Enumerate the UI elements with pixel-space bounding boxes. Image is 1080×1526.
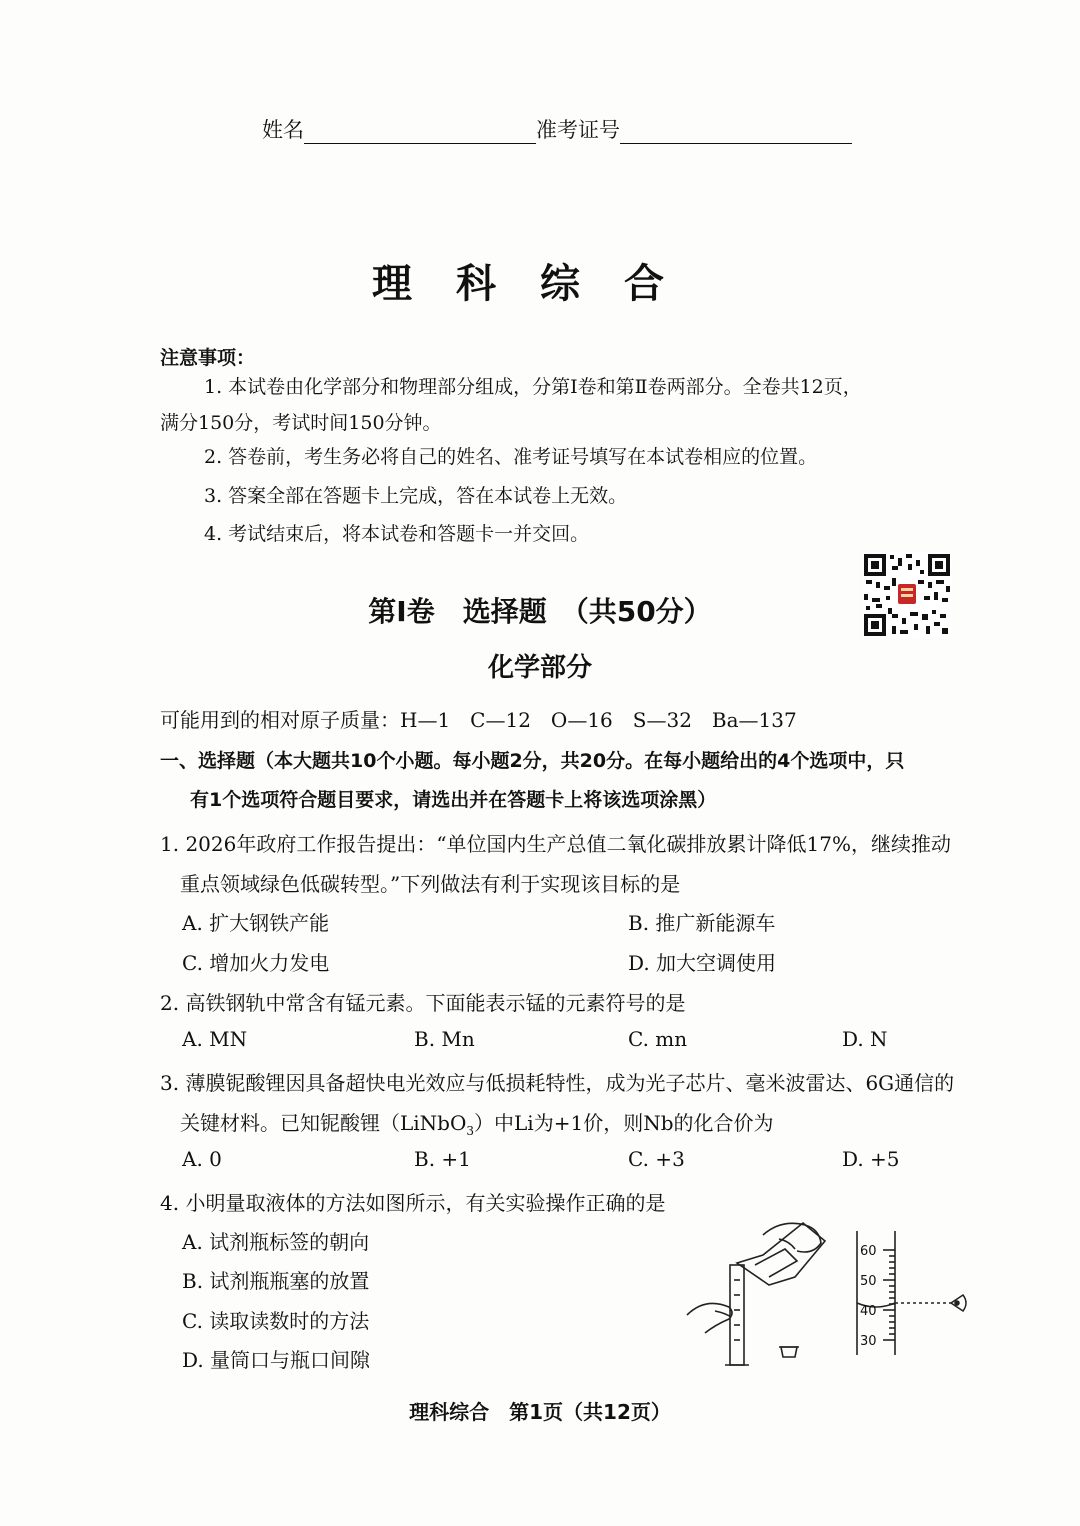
section-subtitle: 化学部分 [487, 653, 592, 683]
notice-item-4: 4. 考试结束后，将本试卷和答题卡一并交回。 [204, 523, 590, 545]
q2-stem: 2. 高铁钢轨中常含有锰元素。下面能表示锰的元素符号的是 [160, 991, 686, 1015]
part1-instructions-line2: 有1个选项符合题目要求，请选出并在答题卡上将该选项涂黑） [190, 789, 717, 811]
q4-option-d[interactable]: D. 量筒口与瓶口间隙 [182, 1348, 371, 1372]
q4-option-a[interactable]: A. 试剂瓶标签的朝向 [182, 1230, 370, 1254]
scale-label-30: 30 [860, 1334, 877, 1349]
q2-option-a[interactable]: A. MN [182, 1027, 248, 1051]
exam-id-underline [620, 119, 852, 144]
notice-item-1b: 满分150分，考试时间150分钟。 [160, 412, 442, 434]
section-title: 第Ⅰ卷 选择题 （共50分） [368, 595, 712, 628]
q1-stem-line1: 1. 2026年政府工作报告提出：“单位国内生产总值二氧化碳排放累计降低17%，继续推动 [160, 832, 952, 856]
exam-title: 理科综合 [372, 261, 708, 307]
q3-option-c[interactable]: C. +3 [628, 1147, 685, 1171]
notice-item-2: 2. 答卷前，考生务必将自己的姓名、准考证号填写在本试卷相应的位置。 [204, 446, 818, 468]
atomic-masses: 可能用到的相对原子质量：H—1 C—12 O—16 S—32 Ba—137 [160, 708, 797, 732]
q3-stem-line1: 3. 薄膜铌酸锂因具备超快电光效应与低损耗特性，成为光子芯片、毫米波雷达、6G通信的 [160, 1071, 955, 1095]
q4-option-b[interactable]: B. 试剂瓶瓶塞的放置 [182, 1269, 370, 1293]
name-underline [304, 119, 536, 144]
q1-stem-line2: 重点领域绿色低碳转型。”下列做法有利于实现该目标的是 [180, 872, 681, 896]
q4-diagram [685, 1215, 980, 1375]
q1-option-b[interactable]: B. 推广新能源车 [628, 911, 776, 935]
q1-option-c[interactable]: C. 增加火力发电 [182, 951, 330, 975]
hand-pouring-illustration [687, 1223, 825, 1365]
q3-option-b[interactable]: B. +1 [414, 1147, 471, 1171]
q2-option-b[interactable]: B. Mn [414, 1027, 475, 1051]
q3-stem-line2: 关键材料。已知铌酸锂（LiNbO$_3$）中Li为+1价，则Nb的化合价为 [180, 1111, 774, 1138]
q1-option-a[interactable]: A. 扩大钢铁产能 [182, 911, 330, 935]
q2-option-d[interactable]: D. N [842, 1027, 888, 1051]
notice-heading: 注意事项： [160, 347, 256, 369]
notice-item-1a: 1. 本试卷由化学部分和物理部分组成，分第Ⅰ卷和第Ⅱ卷两部分。全卷共12页， [204, 376, 862, 398]
scale-label-40: 40 [860, 1304, 877, 1319]
eye-icon [951, 1295, 966, 1311]
q3-option-a[interactable]: A. 0 [182, 1147, 222, 1171]
q1-option-d[interactable]: D. 加大空调使用 [628, 951, 777, 975]
q4-option-c[interactable]: C. 读取读数时的方法 [182, 1309, 370, 1333]
scale-label-50: 50 [860, 1274, 877, 1289]
exam-id-label: 准考证号 [536, 118, 620, 142]
scale-label-60: 60 [860, 1244, 877, 1259]
page-footer: 理科综合 第1页（共12页） [409, 1400, 671, 1424]
name-label: 姓名 [262, 118, 304, 142]
name-field-row [262, 114, 852, 144]
q3-option-d[interactable]: D. +5 [842, 1147, 900, 1171]
part1-instructions-line1: 一、选择题（本大题共10个小题。每小题2分，共20分。在每小题给出的4个选项中，只 [160, 750, 905, 772]
q2-option-c[interactable]: C. mn [628, 1027, 688, 1051]
q4-stem: 4. 小明量取液体的方法如图所示，有关实验操作正确的是 [160, 1191, 666, 1215]
notice-item-3: 3. 答案全部在答题卡上完成，答在本试卷上无效。 [204, 485, 628, 507]
